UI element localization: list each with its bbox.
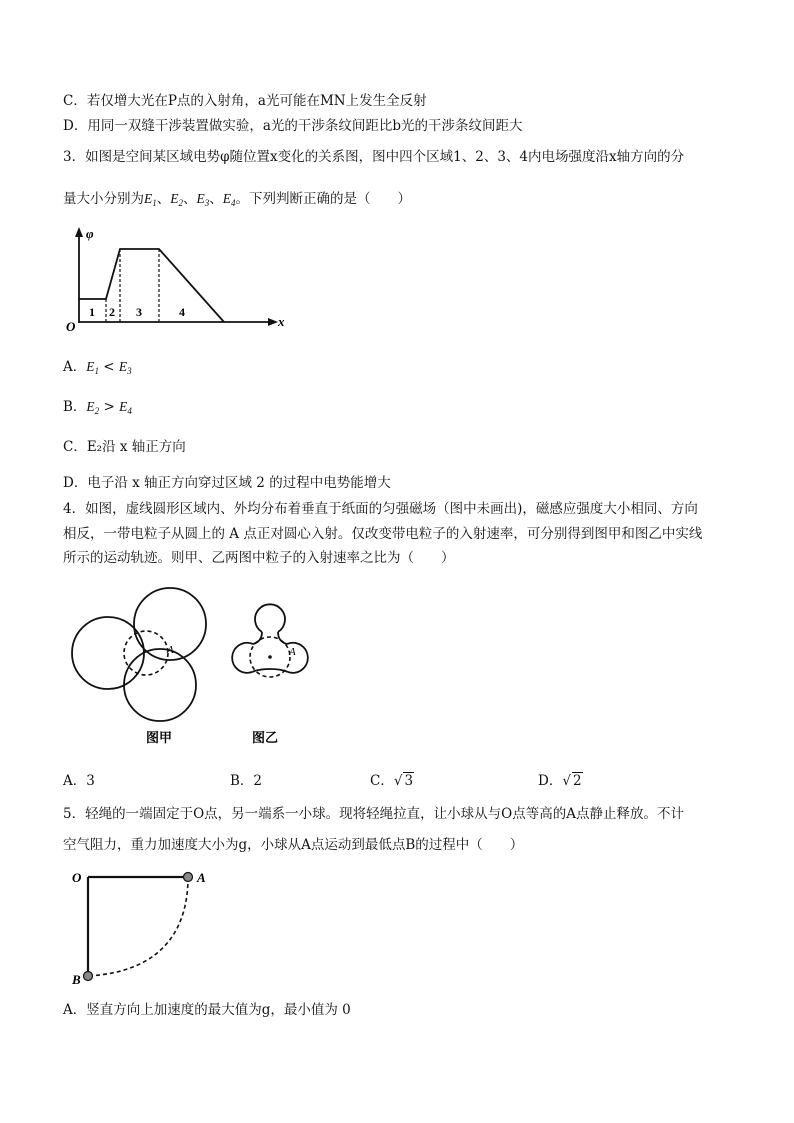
q4-stem-line2: 相反，一带电粒子从圆上的 A 点正对圆心入射。仅改变带电粒子的入射速率，可分别得到图甲和图乙中实线 <box>63 526 703 542</box>
q3-option-b: B．$E_2 > E_4$ <box>63 399 132 416</box>
q3-stem-line2-prefix: 量大小分别为 <box>63 191 144 207</box>
graph-y-label: φ <box>86 226 94 241</box>
figure-yi <box>225 610 315 750</box>
q4-option-a: A．3 <box>63 773 95 789</box>
sqrt-2: √ 2 <box>562 773 582 789</box>
q3-stem-line1: 3．如图是空间某区域电势φ随位置x变化的关系图，图中四个区域1、2、3、4内电场强度沿x轴方向的分 <box>63 149 685 165</box>
pendulum-figure <box>60 862 230 992</box>
q3-stem-line2: 量大小分别为$E_1$、$E_2$、$E_3$、$E_4$。下列判断正确的是（ ） <box>63 191 411 208</box>
pendulum-label-a: A <box>197 870 206 885</box>
q5-stem-line2: 空气阻力，重力加速度大小为g，小球从A点运动到最低点B的过程中（ ） <box>63 837 524 853</box>
graph-origin-label: O <box>66 319 76 334</box>
q4-option-c: C．√ 3 <box>370 773 414 789</box>
fig-yi-caption: 图乙 <box>252 731 279 746</box>
graph-x-label: x <box>278 314 285 329</box>
pendulum-label-o: O <box>72 870 82 885</box>
q2-option-d: D．用同一双缝干涉装置做实验，a光的干涉条纹间距比b光的干涉条纹间距大 <box>63 118 523 134</box>
q4-option-b: B．2 <box>230 773 263 789</box>
q2-option-c: C．若仅增大光在P点的入射角，a光可能在MN上发生全反射 <box>63 93 427 109</box>
fig-yi-point-a: A <box>289 646 296 658</box>
q5-stem-line1: 5．轻绳的一端固定于O点，另一端系一小球。现将轻绳拉直，让小球从与O点等高的A点静止释放。不计 <box>63 806 684 822</box>
q3-option-d: D．电子沿 x 轴正方向穿过区域 2 的过程中电势能增大 <box>63 475 391 491</box>
q4-stem-line3: 所示的运动轨迹。则甲、乙两图中粒子的入射速率之比为（ ） <box>63 550 455 566</box>
figure-jia <box>60 580 220 750</box>
region-label-1: 1 <box>89 305 95 319</box>
pendulum-label-b: B <box>72 972 81 987</box>
region-label-4: 4 <box>179 305 185 319</box>
q3-option-c: C．E₂沿 x 轴正方向 <box>63 439 186 455</box>
fig-jia-caption: 图甲 <box>146 731 173 746</box>
q3-stem-line2-suffix: 。下列判断正确的是（ ） <box>235 191 411 207</box>
q3-option-a: A．$E_1 < E_3$ <box>63 359 132 376</box>
q4-option-d: D．√ 2 <box>538 773 582 789</box>
q5-option-a: A．竖直方向上加速度的最大值为g，最小值为 0 <box>63 1002 351 1018</box>
region-label-3: 3 <box>136 305 142 319</box>
potential-graph <box>60 225 300 340</box>
fig-jia-point-a: A <box>167 644 174 656</box>
region-label-2: 2 <box>109 305 115 319</box>
q4-stem-line1: 4．如图，虚线圆形区域内、外均分布着垂直于纸面的匀强磁场（图中未画出)，磁感应强度大小相同、方向 <box>63 501 698 517</box>
sqrt-3: √ 3 <box>393 773 414 789</box>
